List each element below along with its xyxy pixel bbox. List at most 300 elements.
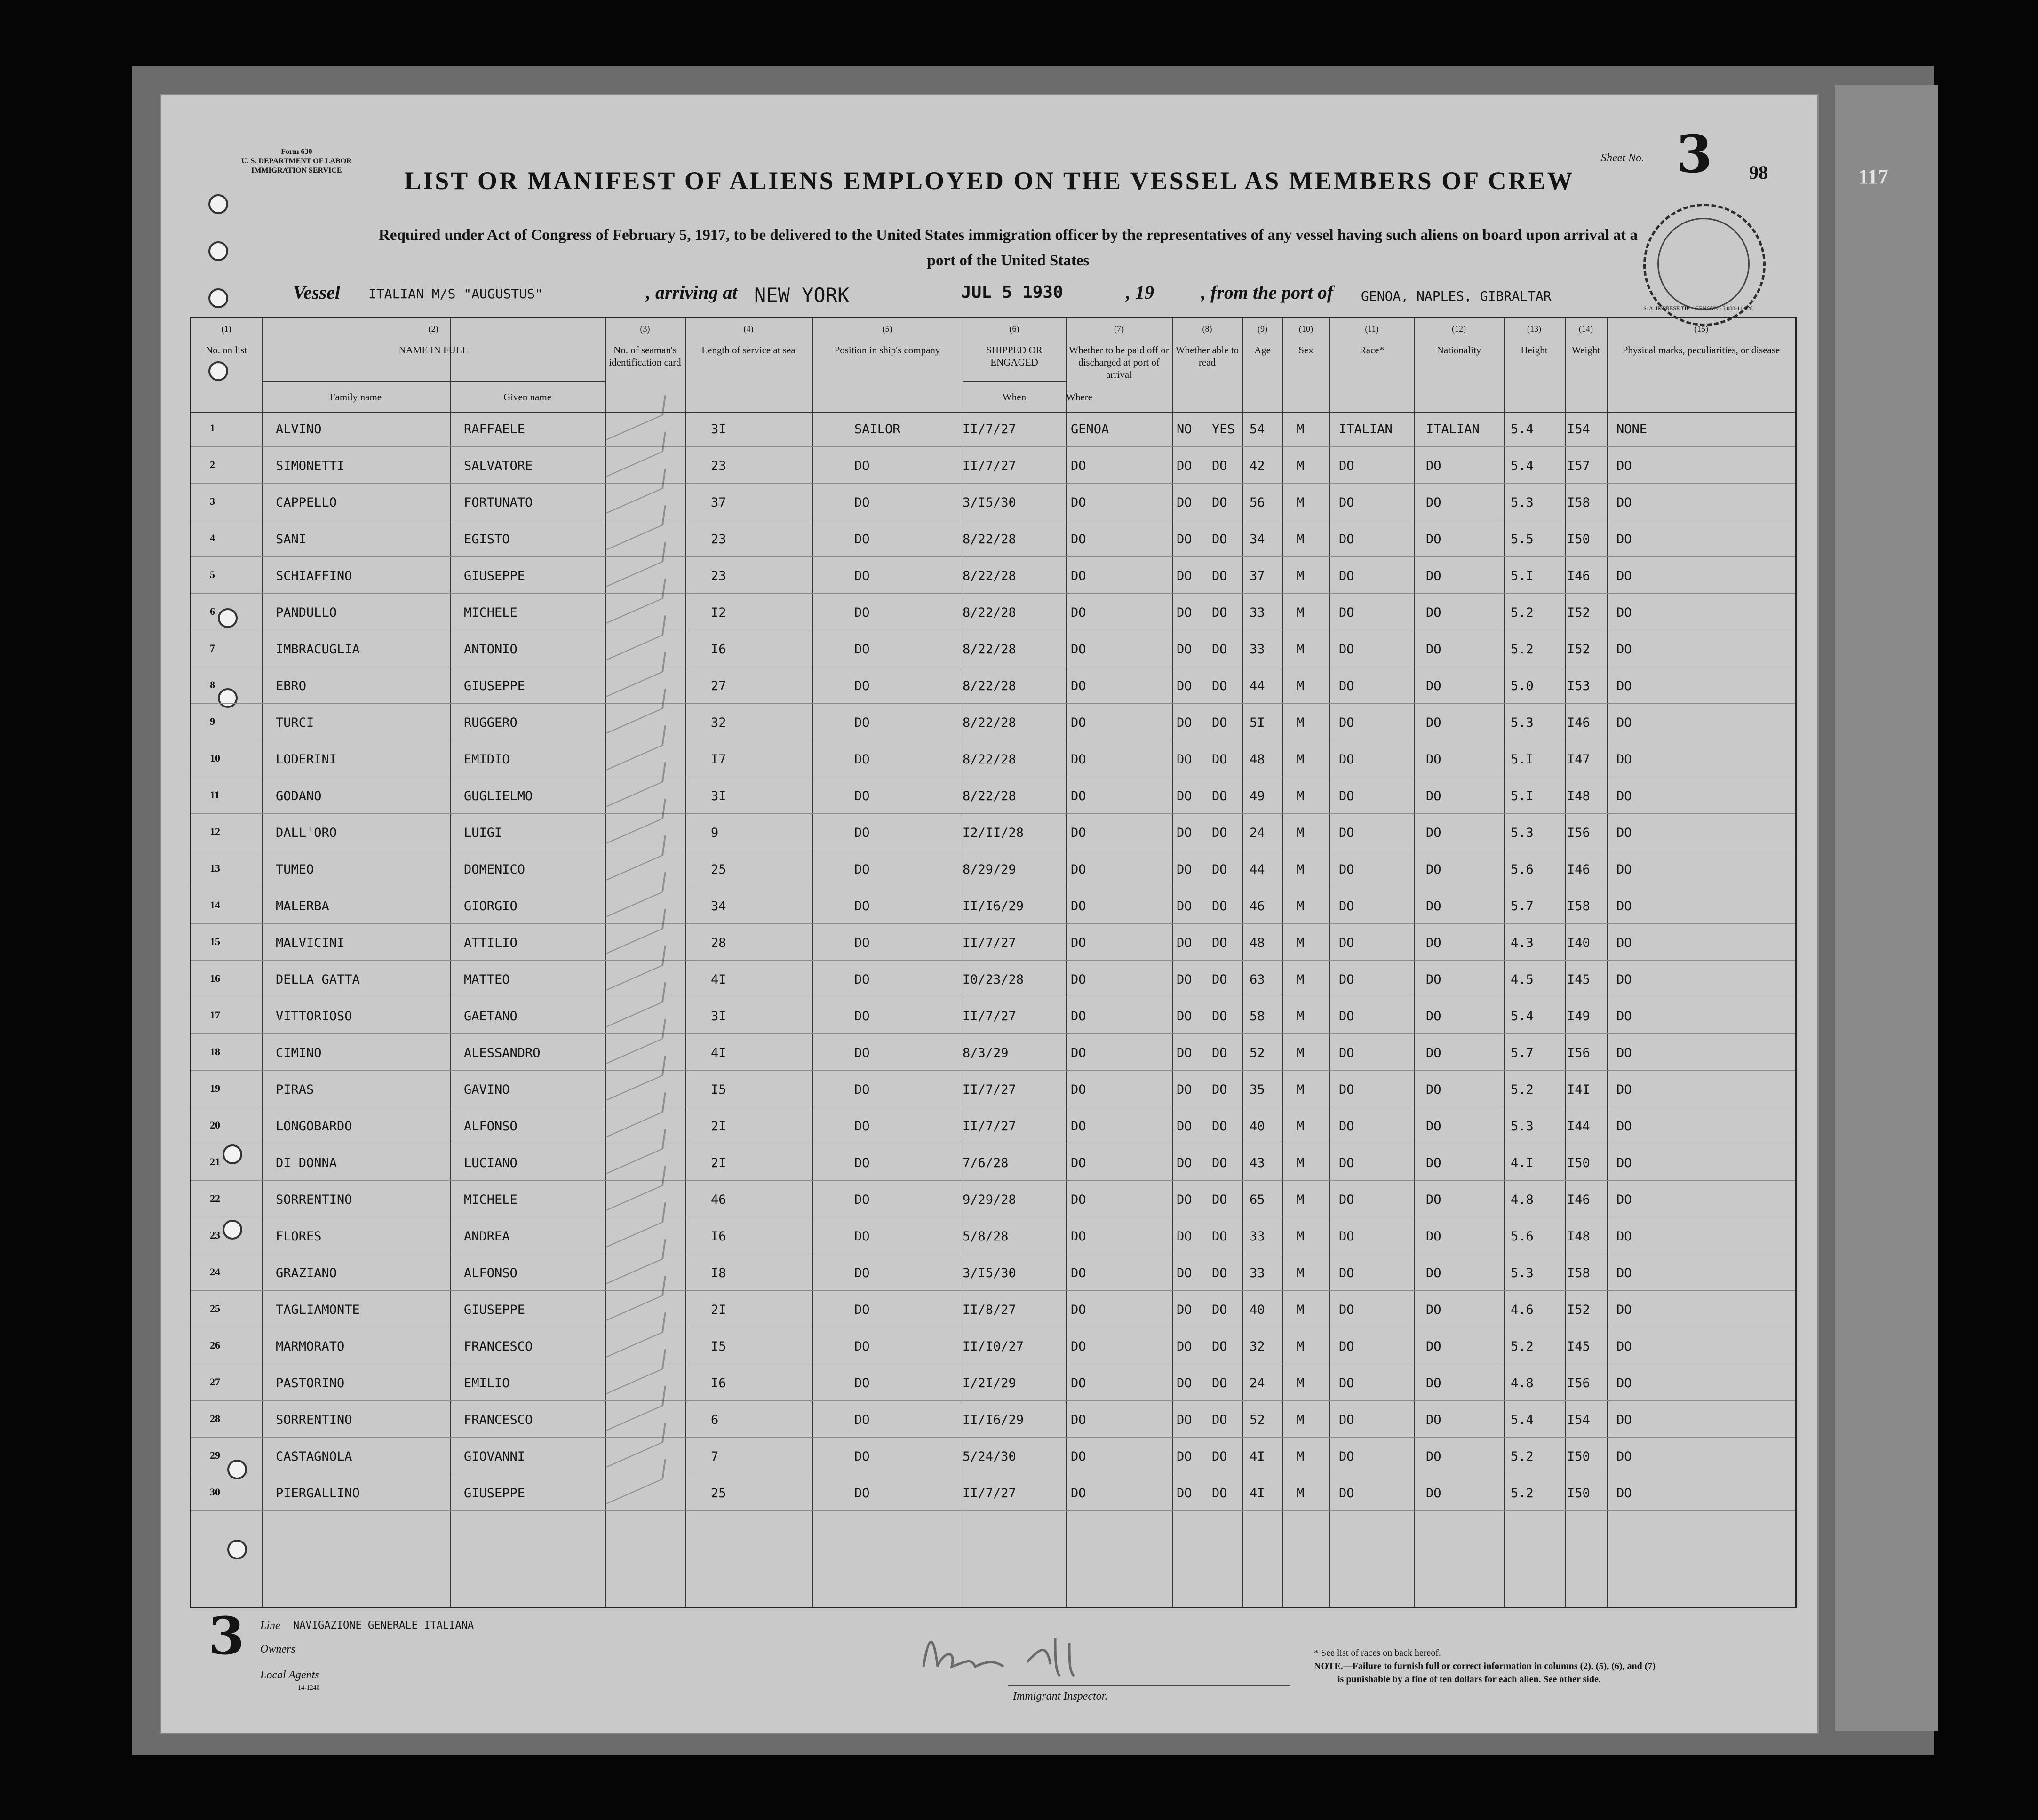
table-cell: EBRO — [276, 679, 307, 693]
column-number: (4) — [743, 324, 754, 334]
table-cell: II/7/27 — [963, 1119, 1016, 1134]
sheet-number: 3 — [1676, 124, 1712, 184]
subheader-divider — [262, 381, 605, 382]
table-cell: I49 — [1567, 1009, 1590, 1024]
subheader-split — [1066, 381, 1067, 412]
table-cell: I54 — [1567, 1413, 1590, 1427]
table-cell: DO — [1177, 752, 1192, 767]
table-cell: SANI — [276, 532, 307, 547]
table-cell: PASTORINO — [276, 1376, 345, 1391]
table-cell: GAVINO — [464, 1082, 510, 1097]
table-row — [191, 749, 1795, 786]
page-number-117: 117 — [1858, 165, 1888, 188]
table-cell: 4.8 — [1511, 1376, 1534, 1391]
table-cell: 2 — [210, 459, 215, 470]
table-row — [191, 1263, 1795, 1300]
table-row — [191, 1373, 1795, 1410]
table-cell: DO — [1071, 1413, 1086, 1427]
table-cell: II/I6/29 — [963, 1413, 1024, 1427]
arriving-label: , arriving at — [646, 282, 738, 303]
table-cell: MALVICINI — [276, 936, 345, 950]
table-cell: I6 — [711, 1229, 726, 1244]
table-cell: M — [1297, 679, 1305, 693]
table-cell: M — [1297, 1009, 1305, 1024]
table-cell: I52 — [1567, 1303, 1590, 1317]
table-cell: DO — [1339, 642, 1354, 657]
table-cell: GRAZIANO — [276, 1266, 337, 1280]
table-cell: I56 — [1567, 1046, 1590, 1060]
table-cell: DO — [1616, 1449, 1632, 1464]
table-cell: 4 — [210, 532, 215, 544]
table-row — [191, 1483, 1795, 1520]
table-cell: DO — [854, 679, 870, 693]
table-cell: 4I — [711, 972, 726, 987]
table-cell: DO — [1426, 1376, 1441, 1391]
table-cell: 13 — [210, 862, 220, 874]
table-cell: 5.6 — [1511, 862, 1534, 877]
table-cell: 63 — [1250, 972, 1265, 987]
table-cell: DO — [1071, 715, 1086, 730]
table-cell: 5.2 — [1511, 605, 1534, 620]
column-number: (12) — [1452, 324, 1466, 334]
table-cell: 37 — [1250, 569, 1265, 583]
table-cell: M — [1297, 826, 1305, 840]
table-cell: DO — [1071, 1082, 1086, 1097]
table-cell: DO — [854, 789, 870, 803]
line-value: NAVIGAZIONE GENERALE ITALIANA — [293, 1620, 474, 1631]
table-cell: 48 — [1250, 936, 1265, 950]
table-cell: DO — [1616, 936, 1632, 950]
table-cell: II/I0/27 — [963, 1339, 1024, 1354]
table-cell: DO — [1177, 936, 1192, 950]
sheet-number-label: Sheet No. — [1601, 152, 1644, 164]
table-cell: 33 — [1250, 1266, 1265, 1280]
column-number: (11) — [1365, 324, 1379, 334]
table-cell: M — [1297, 495, 1305, 510]
table-cell: DO — [1616, 715, 1632, 730]
consulate-stamp-inner — [1657, 218, 1750, 310]
table-cell: 5.2 — [1511, 1339, 1534, 1354]
table-cell: 40 — [1250, 1303, 1265, 1317]
table-cell: M — [1297, 715, 1305, 730]
table-cell: 33 — [1250, 1229, 1265, 1244]
table-cell: I48 — [1567, 789, 1590, 803]
table-cell: II/I6/29 — [963, 899, 1024, 914]
table-cell: CASTAGNOLA — [276, 1449, 352, 1464]
table-cell: DO — [1339, 972, 1354, 987]
table-cell: DO — [1212, 642, 1227, 657]
table-cell: 58 — [1250, 1009, 1265, 1024]
table-cell: 8/22/28 — [963, 752, 1016, 767]
table-cell: SORRENTINO — [276, 1192, 352, 1207]
table-cell: DO — [1426, 826, 1441, 840]
table-cell: DO — [1212, 899, 1227, 914]
table-cell: DO — [1071, 1339, 1086, 1354]
table-cell: DO — [1339, 679, 1354, 693]
table-cell: DO — [1616, 679, 1632, 693]
table-cell: 25 — [711, 1486, 726, 1501]
table-cell: DO — [1071, 899, 1086, 914]
table-cell: ALFONSO — [464, 1119, 517, 1134]
table-cell: 65 — [1250, 1192, 1265, 1207]
arrival-date-stamp: JUL 5 1930 — [961, 283, 1063, 302]
table-cell: I56 — [1567, 1376, 1590, 1391]
table-cell: 24 — [210, 1266, 220, 1278]
table-cell: GIORGIO — [464, 899, 517, 914]
table-cell: 37 — [711, 495, 726, 510]
table-cell: DO — [1212, 1413, 1227, 1427]
table-cell: TAGLIAMONTE — [276, 1303, 360, 1317]
table-cell: 28 — [711, 936, 726, 950]
table-cell: DO — [1212, 1339, 1227, 1354]
table-cell: TUMEO — [276, 862, 314, 877]
table-row — [191, 970, 1795, 1006]
table-cell: DO — [1177, 1339, 1192, 1354]
table-cell: DO — [1071, 1449, 1086, 1464]
table-cell: DO — [1426, 1009, 1441, 1024]
table-cell: DO — [854, 532, 870, 547]
table-cell: DO — [1616, 1413, 1632, 1427]
table-cell: DO — [1426, 1046, 1441, 1060]
table-row — [191, 1446, 1795, 1483]
subtitle-line1: Required under Act of Congress of February 5, 1917, to be delivered to the United States immigration officer by the representatives of any vessel having such aliens on board upon arrival at a — [379, 227, 1638, 244]
column-header: Height — [1521, 344, 1548, 356]
table-cell: DELLA GATTA — [276, 972, 360, 987]
table-cell: DO — [854, 1339, 870, 1354]
form-label: Form 630 — [281, 148, 312, 156]
column-subheader: Given name — [503, 391, 552, 403]
table-cell: 40 — [1250, 1119, 1265, 1134]
table-cell: GENOA — [1071, 422, 1109, 437]
table-cell: 23 — [711, 569, 726, 583]
table-cell: M — [1297, 1303, 1305, 1317]
table-row — [191, 603, 1795, 639]
table-cell: DO — [854, 715, 870, 730]
table-cell: DALL'ORO — [276, 826, 337, 840]
table-row — [191, 419, 1795, 456]
table-cell: DO — [1212, 569, 1227, 583]
table-cell: DO — [854, 1046, 870, 1060]
table-cell: DO — [1339, 715, 1354, 730]
column-number: (9) — [1258, 324, 1267, 334]
table-cell: IMBRACUGLIA — [276, 642, 360, 657]
table-cell: 5/8/28 — [963, 1229, 1009, 1244]
table-cell: SCHIAFFINO — [276, 569, 352, 583]
table-cell: DO — [854, 1449, 870, 1464]
column-number: (8) — [1202, 324, 1212, 334]
table-cell: PIERGALLINO — [276, 1486, 360, 1501]
table-cell: 52 — [1250, 1413, 1265, 1427]
table-cell: I4I — [1567, 1082, 1590, 1097]
table-cell: M — [1297, 1156, 1305, 1170]
table-cell: 5.3 — [1511, 495, 1534, 510]
table-cell: I40 — [1567, 936, 1590, 950]
table-cell: 5.4 — [1511, 1009, 1534, 1024]
table-cell: 16 — [210, 972, 220, 984]
table-cell: DO — [1339, 1486, 1354, 1501]
table-cell: 22 — [210, 1192, 220, 1204]
table-cell: M — [1297, 1229, 1305, 1244]
table-cell: 35 — [1250, 1082, 1265, 1097]
table-cell: GIOVANNI — [464, 1449, 525, 1464]
column-number: (6) — [1009, 324, 1019, 334]
table-cell: 34 — [1250, 532, 1265, 547]
table-cell: I58 — [1567, 899, 1590, 914]
header-divider — [191, 412, 1795, 413]
table-row — [191, 1153, 1795, 1190]
table-cell: 21 — [210, 1156, 220, 1168]
table-cell: DO — [1339, 752, 1354, 767]
table-cell: DO — [1071, 1009, 1086, 1024]
table-cell: 4I — [711, 1046, 726, 1060]
table-cell: 44 — [1250, 679, 1265, 693]
table-cell: I6 — [711, 1376, 726, 1391]
table-cell: GAETANO — [464, 1009, 517, 1024]
table-cell: DO — [1212, 1156, 1227, 1170]
table-cell: 10 — [210, 752, 220, 764]
table-cell: 5.3 — [1511, 826, 1534, 840]
table-cell: DO — [1177, 1229, 1192, 1244]
table-cell: II/7/27 — [963, 1009, 1016, 1024]
subheader-split — [450, 381, 451, 412]
table-cell: NO — [1177, 422, 1192, 437]
table-cell: M — [1297, 532, 1305, 547]
table-cell: I50 — [1567, 532, 1590, 547]
table-cell: I46 — [1567, 569, 1590, 583]
table-cell: DO — [1426, 789, 1441, 803]
table-cell: LUIGI — [464, 826, 502, 840]
table-cell: 5.3 — [1511, 1119, 1534, 1134]
table-cell: GUGLIELMO — [464, 789, 533, 803]
penalty-note: NOTE.—Failure to furnish full or correct information in columns (2), (5), (6), and (7) — [1314, 1661, 1656, 1671]
dept-line1: U. S. DEPARTMENT OF LABOR — [241, 157, 352, 165]
table-cell: 5.7 — [1511, 899, 1534, 914]
page-title: LIST OR MANIFEST OF ALIENS EMPLOYED ON THE VESSEL AS MEMBERS OF CREW — [404, 167, 1575, 195]
table-cell: DO — [1426, 1486, 1441, 1501]
table-cell: 5.2 — [1511, 1449, 1534, 1464]
table-cell: DO — [1616, 1486, 1632, 1501]
table-cell: 6 — [711, 1413, 719, 1427]
table-cell: MATTEO — [464, 972, 510, 987]
table-cell: DO — [1616, 972, 1632, 987]
table-cell: DO — [1071, 1303, 1086, 1317]
table-cell: 5.2 — [1511, 642, 1534, 657]
table-cell: 5.6 — [1511, 1229, 1534, 1244]
table-cell: DO — [1071, 972, 1086, 987]
table-cell: 42 — [1250, 459, 1265, 473]
table-cell: DO — [1177, 605, 1192, 620]
table-row — [191, 676, 1795, 713]
table-cell: DO — [1071, 459, 1086, 473]
table-cell: 5 — [210, 569, 215, 580]
table-cell: GIUSEPPE — [464, 1486, 525, 1501]
table-cell: DO — [1426, 1413, 1441, 1427]
column-number: (1) — [221, 324, 231, 334]
table-cell: M — [1297, 605, 1305, 620]
table-cell: DO — [1426, 1303, 1441, 1317]
vessel-name: ITALIAN M/S "AUGUSTUS" — [368, 286, 543, 302]
table-cell: DO — [1339, 1229, 1354, 1244]
table-cell: DO — [1071, 642, 1086, 657]
binder-hole — [208, 194, 228, 214]
table-cell: DO — [1339, 1303, 1354, 1317]
table-cell: DO — [1212, 789, 1227, 803]
table-cell: DO — [854, 569, 870, 583]
table-cell: 9 — [711, 826, 719, 840]
table-cell: DO — [1426, 459, 1441, 473]
column-header: Whether able to read — [1175, 344, 1239, 368]
table-cell: DO — [1426, 679, 1441, 693]
local-agents-label: Local Agents — [260, 1669, 319, 1681]
table-row — [191, 1190, 1795, 1226]
table-cell: DO — [1177, 1046, 1192, 1060]
inspector-label: Immigrant Inspector. — [1013, 1690, 1108, 1702]
table-row — [191, 1080, 1795, 1116]
column-header: Weight — [1571, 344, 1600, 356]
page-number-98: 98 — [1749, 162, 1768, 183]
table-cell: ALVINO — [276, 422, 322, 437]
table-cell: 8 — [210, 679, 215, 691]
table-cell: DO — [1426, 936, 1441, 950]
table-cell: GIUSEPPE — [464, 679, 525, 693]
column-number: (10) — [1299, 324, 1313, 334]
table-cell: I45 — [1567, 1339, 1590, 1354]
table-cell: MALERBA — [276, 899, 329, 914]
table-row — [191, 566, 1795, 603]
column-number: (5) — [882, 324, 892, 334]
table-cell: LODERINI — [276, 752, 337, 767]
column-header: Physical marks, peculiarities, or disease — [1622, 344, 1780, 356]
table-row — [191, 1336, 1795, 1373]
from-port: GENOA, NAPLES, GIBRALTAR — [1361, 288, 1552, 304]
table-cell: 29 — [210, 1449, 220, 1461]
column-header: No. of seaman's identification card — [609, 344, 681, 368]
table-cell: GIUSEPPE — [464, 1303, 525, 1317]
table-cell: DO — [1177, 1009, 1192, 1024]
table-cell: DO — [1339, 1376, 1354, 1391]
binder-hole — [208, 241, 228, 261]
table-cell: 9 — [210, 715, 215, 727]
table-cell: I7 — [711, 752, 726, 767]
table-row — [191, 933, 1795, 970]
table-cell: SORRENTINO — [276, 1413, 352, 1427]
table-cell: DO — [1339, 1192, 1354, 1207]
table-cell: 28 — [210, 1413, 220, 1424]
table-cell: DO — [1177, 642, 1192, 657]
table-cell: 33 — [1250, 605, 1265, 620]
column-header: Sex — [1298, 344, 1314, 356]
table-cell: DO — [1616, 1192, 1632, 1207]
table-cell: DO — [1177, 1486, 1192, 1501]
table-cell: DO — [854, 459, 870, 473]
table-cell: DO — [854, 1156, 870, 1170]
table-cell: DO — [1071, 569, 1086, 583]
table-cell: DO — [1071, 1119, 1086, 1134]
table-cell: MICHELE — [464, 1192, 517, 1207]
table-cell: DO — [1426, 532, 1441, 547]
folder-edge — [1835, 85, 1938, 1731]
table-cell: DO — [1616, 532, 1632, 547]
table-cell: 3/I5/30 — [963, 1266, 1016, 1280]
table-cell: MICHELE — [464, 605, 517, 620]
table-cell: I44 — [1567, 1119, 1590, 1134]
table-cell: DO — [1212, 495, 1227, 510]
table-cell: DO — [1616, 1046, 1632, 1060]
table-row — [191, 1226, 1795, 1263]
table-cell: 5.4 — [1511, 422, 1534, 437]
table-cell: 3I — [711, 1009, 726, 1024]
column-number: (3) — [640, 324, 650, 334]
table-cell: DO — [1212, 1266, 1227, 1280]
table-cell: DO — [1339, 1009, 1354, 1024]
table-cell: DO — [1339, 1266, 1354, 1280]
subtitle-line2: port of the United States — [927, 252, 1090, 269]
table-row — [191, 1043, 1795, 1080]
table-cell: ANDREA — [464, 1229, 510, 1244]
table-cell: I48 — [1567, 1229, 1590, 1244]
dept-line2: IMMIGRATION SERVICE — [251, 167, 342, 175]
table-cell: 23 — [210, 1229, 220, 1241]
table-cell: II/7/27 — [963, 936, 1016, 950]
table-cell: DO — [1616, 1009, 1632, 1024]
inspector-signature — [914, 1620, 1159, 1681]
table-cell: I50 — [1567, 1156, 1590, 1170]
table-cell: DO — [1339, 1046, 1354, 1060]
table-cell: I6 — [711, 642, 726, 657]
table-cell: DO — [1426, 1119, 1441, 1134]
table-cell: 23 — [711, 459, 726, 473]
table-cell: DO — [1426, 605, 1441, 620]
vessel-label: Vessel — [293, 282, 340, 303]
table-cell: DO — [1212, 1449, 1227, 1464]
table-cell: DO — [854, 1192, 870, 1207]
table-cell: 23 — [711, 532, 726, 547]
table-row — [191, 1116, 1795, 1153]
table-cell: DO — [1177, 789, 1192, 803]
table-cell: DO — [1616, 1376, 1632, 1391]
table-cell: GIUSEPPE — [464, 569, 525, 583]
table-cell: DO — [1426, 715, 1441, 730]
table-cell: I53 — [1567, 679, 1590, 693]
table-cell: DO — [1212, 1376, 1227, 1391]
table-cell: DO — [1071, 1266, 1086, 1280]
table-cell: DO — [854, 899, 870, 914]
table-cell: DO — [1616, 862, 1632, 877]
table-cell: DO — [1071, 789, 1086, 803]
table-cell: DO — [1616, 642, 1632, 657]
table-cell: 7 — [210, 642, 215, 654]
table-cell: M — [1297, 789, 1305, 803]
table-cell: I57 — [1567, 459, 1590, 473]
table-cell: DO — [1212, 1486, 1227, 1501]
table-cell: DO — [1177, 1413, 1192, 1427]
table-cell: DO — [1426, 1229, 1441, 1244]
table-cell: I5 — [711, 1339, 726, 1354]
penalty-note-2: is punishable by a fine of ten dollars for each alien. See other side. — [1337, 1674, 1601, 1685]
table-cell: DO — [854, 1303, 870, 1317]
table-cell: DO — [1212, 532, 1227, 547]
table-cell: I46 — [1567, 862, 1590, 877]
crew-manifest-table: (1) No. on list (2) NAME IN FULL Family name Given name (3) No. of seaman's identification card (4) Length of service at sea (5) Position in ship's company (6) SHIPPED OR ENGAGED When Where (7) Whether to be paid off or discharged at port of arrival (8) Whether able to read (9) Age (10) Sex (11) Race* (12) Nationality (13) Height (14) Weight (15) Physical marks, peculiarities, or disease 1 ALVINO RAFFAELE 3I SAILOR II/7/27 GENOA NO YES 54 M ITALIAN ITALIAN 5.4 I54 NONE 2 SIMONETTI SALVATORE 23 DO II/7/27 DO DO DO 42 M DO DO 5.4 I57 DO 3 CAPPELLO FORTUNATO 37 DO 3/I5/30 DO DO DO 56 M DO DO 5.3 I58 DO 4 SANI EGISTO 23 DO 8/22/28 DO DO DO 34 M DO DO 5.5 I50 DO 5 SCHIAFFINO GIUSEPPE 23 DO 8/22/28 DO DO DO 37 M DO DO 5.I I46 DO 6 PANDULLO MICHELE I2 DO 8/22/28 DO DO DO 33 M DO DO 5.2 I52 DO 7 IMBRACUGLIA ANTONIO I6 DO 8/22/28 DO DO DO 33 M DO DO 5.2 I52 DO 8 EBRO GIUSEPPE 27 DO 8/22/28 DO DO DO 44 M DO DO 5.0 I53 DO 9 TURCI RUGGERO 32 DO 8/22/28 DO DO DO 5I M DO DO 5.3 I46 DO 10 LODERINI EMIDIO I7 DO 8/22/28 DO DO DO 48 M DO DO 5.I I47 DO 11 GODANO GUGLIELMO 3I DO 8/22/28 DO DO DO 49 M DO DO 5.I I48 DO 12 DALL'ORO LUIGI 9 DO I2/II/28 DO DO DO 24 M DO DO 5.3 I56 DO 13 TUMEO DOMENICO 25 DO 8/29/29 DO DO DO 44 M DO DO 5.6 I46 DO 14 MALERBA GIORGIO 34 DO II/I6/29 DO DO DO 46 M DO DO 5.7 I58 DO 15 MALVICINI ATTILIO 28 DO II/7/27 DO DO DO 48 M DO DO 4.3 I40 DO 16 DELLA GATTA MATTEO 4I DO I0/23/28 DO DO DO 63 M DO DO 4.5 I45 DO 17 VITTORIOSO GAETANO 3I DO II/7/27 DO DO DO 58 M DO DO 5.4 I49 DO 18 CIMINO ALESSANDRO 4I DO 8/3/29 DO DO DO 52 M DO DO 5.7 I56 DO 19 PIRAS GAVINO I5 DO II/7/27 DO DO DO 35 M DO DO 5.2 I4I DO 20 LONGOBARDO ALFONSO 2I DO II/7/27 DO DO DO 40 M DO DO 5.3 I44 DO 21 DI DONNA LUCIANO 2I DO 7/6/28 DO DO DO 43 M DO DO 4.I I50 DO 22 SORRENTINO MICHELE 46 DO 9/29/28 DO DO DO 65 M DO DO 4.8 I46 DO 23 FLORES ANDREA I6 DO 5/8/28 DO DO DO 33 M DO DO 5.6 I48 DO 24 GRAZIANO ALFONSO I8 DO 3/I5/30 DO DO DO 33 M DO DO 5.3 I58 DO 25 TAGLIAMONTE GIUSEPPE 2I DO II/8/27 DO DO DO 40 M DO DO 4.6 I52 DO 26 MARMORATO FRANCESCO I5 DO II/I0/27 DO DO DO 32 M DO DO 5.2 I45 DO 27 PASTORINO EMILIO I6 DO I/2I/29 DO DO DO 24 M DO DO 4.8 I56 DO 28 SORRENTINO FRANCESCO 6 DO II/I6/29 DO DO DO 52 M DO DO 5.4 I54 DO 29 CASTAGNOLA GIOVANNI 7 DO 5/24/30 DO DO DO 4I M DO DO 5.2 I50 DO 30 PIERGALLINO GIUSEPPE 25 DO II/7/27 DO DO DO 4I M DO DO 5.2 I50 DO — [190, 317, 1797, 1608]
table-cell: DO — [1071, 862, 1086, 877]
table-cell: 26 — [210, 1339, 220, 1351]
table-cell: 27 — [711, 679, 726, 693]
table-cell: DO — [1212, 1009, 1227, 1024]
table-cell: PIRAS — [276, 1082, 314, 1097]
footer-sheet-number: 3 — [208, 1605, 245, 1666]
table-row — [191, 859, 1795, 896]
table-cell: 4.6 — [1511, 1303, 1534, 1317]
